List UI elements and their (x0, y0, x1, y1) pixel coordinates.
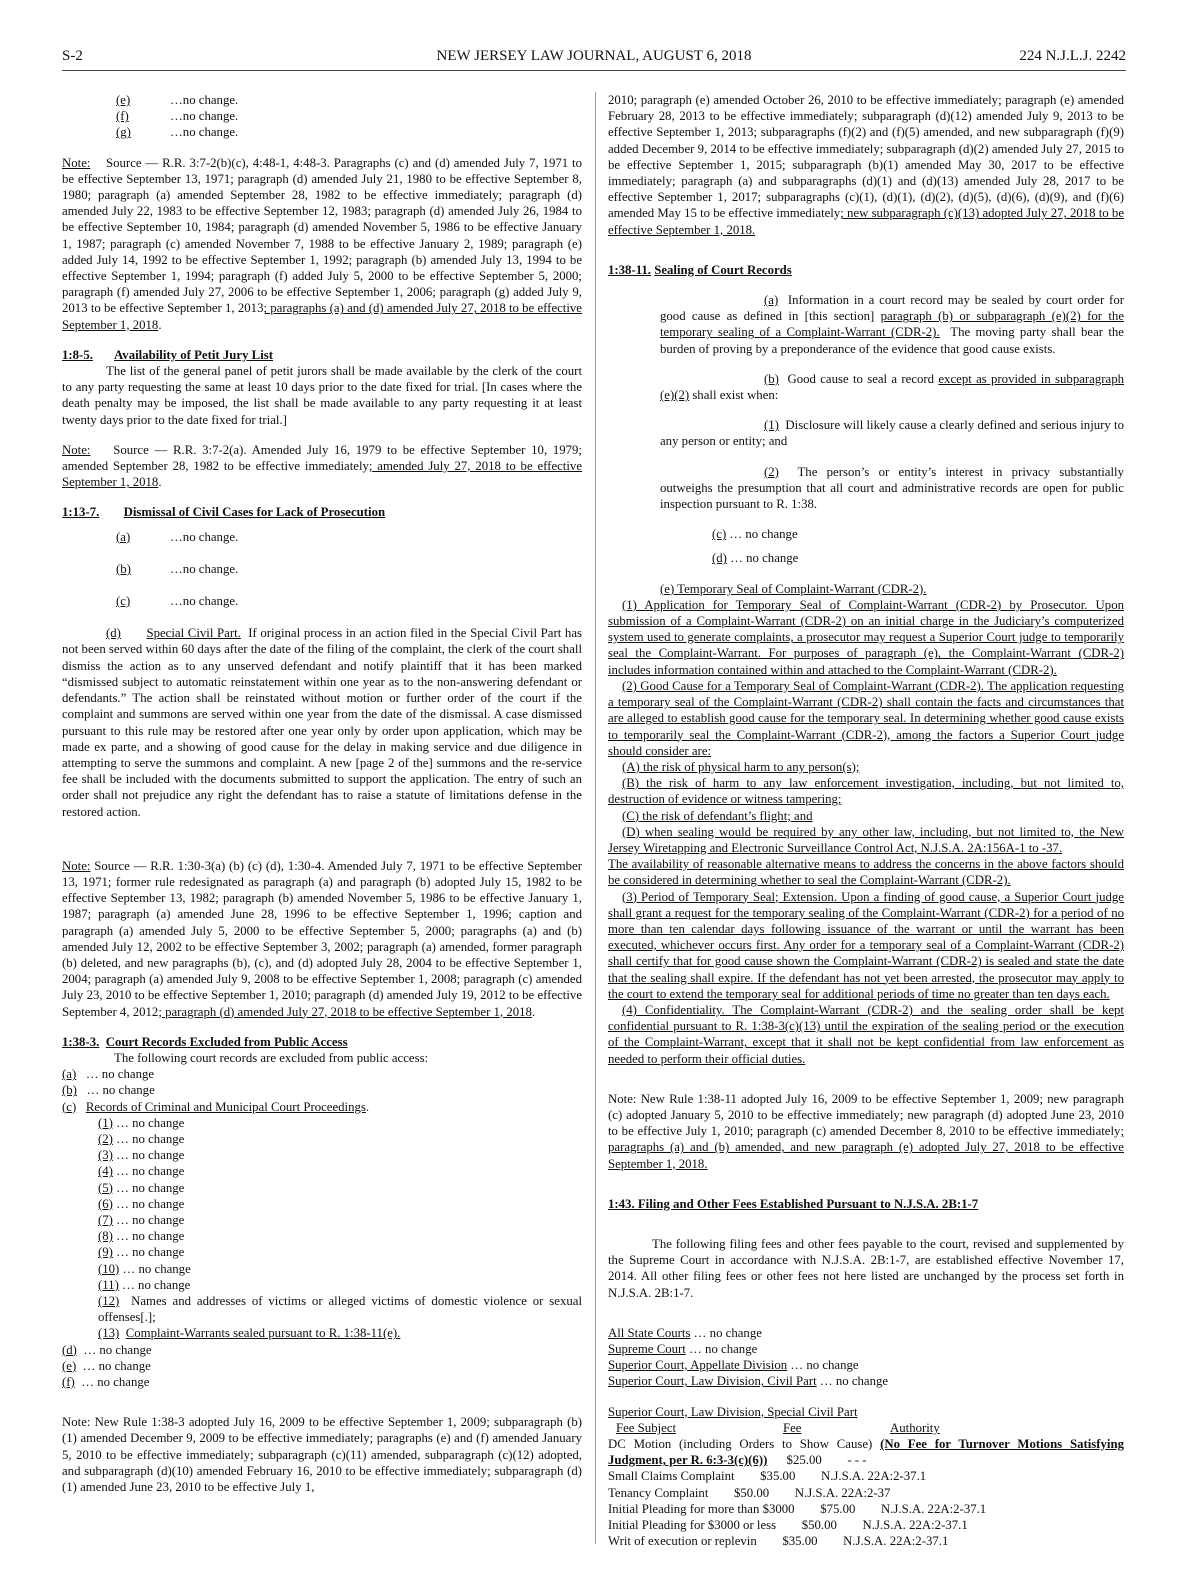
rule-1-43-body: The following filing fees and other fees payable to the court, revised and supplemented by the Supreme Court in accordance with N.J.S.A. 2B:1-7, are established effective November 17, 2014. All other filing fees or other fees not here listed are unchanged by the process set forth in N.J.S.A. 2B:1-7. (608, 1236, 1124, 1300)
list-item-text: …no change. (170, 109, 239, 124)
rule-1-38-11-b-2: (2) The person’s or entity’s interest in privacy substantially outweighs the presumption that all court and administrative records are open for public inspection pursuant to R. 1:38. (660, 464, 1124, 512)
fee-subject: Tenancy Complaint (608, 1485, 709, 1500)
list-item-label: (b) (116, 561, 131, 576)
rule-1-38-11-d: (d) … no change (712, 551, 799, 566)
fee-row (608, 1533, 1124, 1549)
court-status: … no change (819, 1374, 889, 1389)
list-item-label: (4) (98, 1164, 113, 1179)
rule-1-38-11-e-heading: (e) Temporary Seal of Complaint-Warrant (CDR-2). (660, 581, 927, 596)
list-item-text: …no change. (170, 529, 239, 544)
page-number: S-2 (62, 48, 83, 64)
rule-1-43-heading: 1:43. Filing and Other Fees Established Pursuant to N.J.S.A. 2B:1-7 (608, 1196, 979, 1211)
list-item (62, 1358, 582, 1374)
list-item-text: … no change (116, 1164, 185, 1179)
citation: 224 N.J.L.J. 2242 (1019, 48, 1126, 64)
fee-amount: $35.00 (760, 1469, 796, 1484)
fee-row (608, 1517, 1124, 1533)
list-item (62, 1147, 582, 1163)
list-item-label: (f) (62, 1375, 75, 1390)
fee-authority: N.J.S.A. 22A:2-37.1 (880, 1501, 987, 1516)
list-item (62, 1131, 582, 1147)
list-item (62, 108, 582, 124)
rule-1-38-11-a: (a) Information in a court record may be sealed by court order for good cause as defined in [this section] paragraph (b) or subparagraph (e)(2) for the temporary sealing of a Complaint-Warrant (CDR-2). The moving party shall bear the burden of proving by a preponderance of the evidence that good cause exists. (660, 293, 1125, 356)
right-column (608, 92, 1124, 1549)
court-status: … no change (689, 1342, 758, 1356)
list-item (62, 1163, 582, 1179)
court-item (608, 1357, 1124, 1373)
rule-1-38-3-heading: 1:38-3. Court Records Excluded from Public Access (62, 1034, 348, 1049)
list-item (62, 1212, 582, 1228)
court-item (608, 1325, 1124, 1341)
rule-1-38-3-b: (b) … no change (62, 1083, 155, 1098)
rule-1-38-11-e-2-e: The availability of reasonable alternative means to address the concerns in the above factors should be considered in determining whether to seal the Complaint-Warrant (CDR-2). (608, 857, 1124, 888)
list-item (62, 1115, 582, 1131)
list-item-text: … no change (122, 1277, 191, 1292)
top-items (62, 92, 582, 141)
rule-1-13-7-heading: 1:13-7. Dismissal of Civil Cases for Lack of Prosecution (62, 505, 386, 520)
list-item-text: … no change (81, 1375, 150, 1390)
list-item-label: (7) (98, 1212, 113, 1227)
rule-1-38-11-e-2-c: (C) the risk of defendant’s flight; and (622, 808, 813, 823)
fee-authority: N.J.S.A. 22A:2-37.1 (820, 1469, 927, 1484)
list-item-label: (a) (116, 529, 131, 544)
list-item-label: (3) (98, 1148, 113, 1163)
fee-table-header (608, 1420, 1124, 1436)
list-item-text: … no change (116, 1229, 185, 1244)
list-item (62, 1244, 582, 1260)
fee-rows (608, 1468, 1124, 1549)
rule-1-38-3-c: (c) Records of Criminal and Municipal Court Proceedings. (62, 1099, 370, 1114)
rule-1-38-11-b: (b) Good cause to seal a record except as provided in subparagraph (e)(2) shall exist when: (660, 371, 1124, 403)
list-item-text: …no change. (170, 93, 239, 107)
rule-1-38-11-e-3: (3) Period of Temporary Seal; Extension. Upon a finding of good cause, a Superior Court judge shall grant a request for the temporary sealing of the Complaint-Warrant (CDR-2) for a period of no more than ten calendar days following issuance of the warrant or until the warrant has been executed, whichever occurs first. Any order for a temporary seal of a Complaint-Warrant (CDR-2) shall certify that for good cause shown the Complaint-Warrant (CDR-2) is sealed and state the date that the sealing shall expire. If the defendant has not yet been arrested, the prosecutor may apply to the court to extend the temporary seal for additional periods of time no greater than ten days each. (608, 889, 1124, 1001)
fee-amount: $50.00 (801, 1518, 837, 1533)
court-name: All State Courts (608, 1325, 691, 1340)
fee-authority: N.J.S.A. 22A:2-37 (794, 1485, 891, 1500)
rule-1-38-11-e-1: (1) Application for Temporary Seal of Complaint-Warrant (CDR-2) by Prosecutor. Upon submission of a Complaint-Warrant (CDR-2) on an initial charge in the Judiciary’s computerized system used to generate complaints, a prosecutor may request a Superior Court judge to temporarily seal the Complaint-Warrant. For purposes of paragraph (e), the Complaint-Warrant (CDR-2) includes information contained within and attached to the Complaint-Warrant (CDR-2). (608, 597, 1124, 677)
list-item-text: …no change. (170, 594, 239, 609)
court-name: Supreme Court (608, 1342, 686, 1356)
list-item-text: … no change (122, 1261, 191, 1276)
fee-row (608, 1485, 1124, 1501)
list-item-label: (1) (98, 1115, 113, 1130)
list-item-text: … no change (116, 1180, 185, 1195)
rule-1-38-3-c-13: (13) Complaint-Warrants sealed pursuant to R. 1:38-11(e). (98, 1326, 401, 1341)
fee-row (608, 1501, 1124, 1517)
list-item (62, 561, 582, 577)
list-item-label: (d) (62, 1342, 77, 1357)
court-name: Superior Court, Appellate Division (608, 1358, 788, 1373)
rule-1-8-5-body: The list of the general panel of petit jurors shall be made available by the clerk of the court to any party requesting the same at least 10 days prior to the date fixed for trial. [In cases where the death penalty may be imposed, the list shall be made available to any party requesting it at least twenty days prior to the date fixed for trial.] (62, 364, 582, 427)
list-item-label: (g) (116, 125, 131, 140)
fee-subject: Initial Pleading for $3000 or less (608, 1518, 777, 1533)
authority-header: Authority (890, 1420, 940, 1435)
rule-1-13-7-items (62, 529, 582, 610)
fee-subject: Writ of execution or replevin (608, 1534, 757, 1549)
list-item-label: (f) (116, 109, 129, 124)
page-header (62, 46, 1126, 71)
list-item-text: … no change (116, 1196, 185, 1211)
rule-1-38-11-e-2: (2) Good Cause for a Temporary Seal of Complaint-Warrant (CDR-2). The application requesting a temporary seal of the Complaint-Warrant (CDR-2) shall contain the facts and circumstances that are alleged to establish good cause for the temporary seal. In determining whether good cause exists to temporarily seal the Complaint-Warrant (CDR-2), among the factors a Superior Court judge should consider are: (608, 678, 1124, 758)
list-item-text: … no change (116, 1115, 185, 1130)
rule-1-38-11-b-1: (1) Disclosure will likely cause a clearly defined and serious injury to any person or entity; and (660, 418, 1124, 449)
rule-1-38-11-e-2-a: (A) the risk of physical harm to any person(s); (622, 759, 860, 774)
list-item-label: (5) (98, 1180, 113, 1195)
fee-amount: $35.00 (782, 1534, 818, 1549)
court-item (608, 1341, 1124, 1357)
fee-subject-header: Fee Subject (616, 1420, 677, 1435)
list-item-label: (e) (116, 93, 131, 107)
list-item (62, 593, 582, 609)
list-item (62, 1342, 582, 1358)
list-item-label: (2) (98, 1131, 113, 1146)
court-status: … no change (790, 1358, 859, 1373)
list-item (62, 529, 582, 545)
note-4-continued: 2010; paragraph (e) amended October 26, 2010 to be effective immediately; paragraph (e) amended February 28, 2013 to be effective immediately; subparagraph (d)(12) amended July 9, 2013 to be effective September 1, 2013; subparagraphs (f)(2) and (f)(5) amended, and new subparagraph (f)(9) added December 9, 2014 to be effective immediately; subparagraph (d)(2) amended July 27, 2015 to be effective September 1, 2015; subparagraph (b)(1) amended May 30, 2017 to be effective immediately; paragraph (a) and subparagraphs (d)(1) and (d)(13) amended July 28, 2017 to be effective September 1, 2017; subparagraphs (c)(1), (d)(1), (d)(2), (d)(5), (d)(6), (d)(9), and (f)(6) amended May 15 to be effective immediately; new subparagraph (c)(13) adopted July 27, 2018 to be effective September 1, 2018. (608, 93, 1125, 237)
list-item-label: (e) (62, 1358, 77, 1373)
courts-list (608, 1325, 1124, 1390)
list-item-label: (11) (98, 1277, 119, 1292)
rule-1-38-3-c-12: (12) Names and addresses of victims or alleged victims of domestic violence or sexual offenses[.]; (98, 1294, 582, 1325)
list-item (62, 1374, 582, 1390)
rule-1-38-11-e-2-d: (D) when sealing would be required by any other law, including, but not limited to, the New Jersey Wiretapping and Electronic Surveillance Control Act, N.J.S.A. 2A:156A-1 to -37. (608, 824, 1124, 855)
list-item-label: (10) (98, 1261, 120, 1276)
list-item (62, 92, 582, 108)
rule-1-38-11-heading: 1:38-11. Sealing of Court Records (608, 262, 792, 277)
left-column (62, 92, 582, 1495)
fee-row (608, 1468, 1124, 1484)
fee-authority: N.J.S.A. 22A:2-37.1 (862, 1518, 968, 1533)
fee-subject: Initial Pleading for more than $3000 (608, 1501, 795, 1516)
list-item-label: (c) (116, 594, 131, 609)
note-3: Note: Source — R.R. 1:30-3(a) (b) (c) (d), 1:30-4. Amended July 7, 1971 to be effective September 13, 1971; former rule redesignated as paragraph (a) and paragraph (b) adopted July 15, 1982 to be effective September 13, 1982; paragraph (b) amended November 5, 1986 to be effective January 1, 1987; paragraph (a) amended June 28, 1996 to be effective September 1, 1996; caption and paragraph (a) amended July 5, 2000 to be effective September 5, 2000; paragraphs (a) and (b) amended July 12, 2002 to be effective September 3, 2002; paragraph (a) amended, former paragraph (b) deleted, and new paragraphs (b), (c), and (d) adopted July 28, 2004 to be effective September 1, 2004; paragraph (a) amended July 9, 2008 to be effective September 1, 2008; paragraph (c) amended July 23, 2010 to be effective September 1, 2010; paragraph (d) amended July 19, 2012 to be effective September 4, 2012; paragraph (d) amended July 27, 2018 to be effective September 1, 2018. (62, 858, 582, 1019)
publication-title: NEW JERSEY LAW JOURNAL, AUGUST 6, 2018 (436, 48, 752, 64)
list-item (62, 1180, 582, 1196)
list-item-text: … no change (82, 1358, 151, 1373)
court-status: … no change (693, 1325, 762, 1340)
fee-subject: Small Claims Complaint (608, 1469, 735, 1484)
list-item (62, 1196, 582, 1212)
list-item-label: (8) (98, 1229, 113, 1244)
list-item-text: …no change. (170, 561, 239, 576)
rule-1-38-3-a: (a) … no change (62, 1067, 155, 1082)
list-item-text: … no change (116, 1148, 185, 1163)
note-1: Note: Source — R.R. 3:7-2(b)(c), 4:48-1, 4:48-3. Paragraphs (c) and (d) amended July 7, 1971 to be effective September 13, 1971; paragraph (d) amended July 21, 1980 to be effective September 8, 1980; paragraph (a) amended September 28, 1982 to be effective immediately; paragraph (d) amended July 22, 1983 to be effective September 12, 1983; paragraph (d) amended July 26, 1984 to be effective September 10, 1984; paragraph (d) amended November 5, 1986 to be effective January 1, 1987; paragraph (c) amended November 7, 1988 to be effective January 2, 1989; paragraph (e) added July 14, 1992 to be effective September 1, 1992; paragraph (b) amended July 13, 1994 to be effective September 1, 1994; paragraph (f) added July 5, 2000 to be effective September 5, 2000; paragraph (f) amended July 27, 2006 to be effective September 1, 2006; paragraph (g) added July 9, 2013 to be effective September 1, 2013; paragraphs (a) and (d) amended July 27, 2018 to be effective September 1, 2018. (62, 155, 582, 332)
fee-amount: $75.00 (820, 1501, 856, 1516)
fee-header: Fee (783, 1420, 802, 1435)
dc-motion-row: DC Motion (including Orders to Show Cause) (No Fee for Turnover Motions Satisfying Judgment, per R. 6:3-3(c)(6)) $25.00 - - - (608, 1437, 1124, 1468)
list-item (62, 1228, 582, 1244)
list-item (62, 1277, 582, 1293)
list-item-text: … no change (116, 1212, 185, 1227)
special-civil-part-title: Superior Court, Law Division, Special Civil Part (608, 1404, 858, 1419)
list-item-label: (6) (98, 1196, 113, 1211)
note-5: Note: New Rule 1:38-11 adopted July 16, 2009 to be effective September 1, 2009; new paragraph (c) adopted January 5, 2010 to be effective immediately; new paragraph (d) adopted June 23, 2010 to be effective July 1, 2010; paragraph (c) amended December 8, 2010 to be effective immediately; paragraphs (a) and (b) amended, and new paragraph (e) adopted July 27, 2018 to be effective September 1, 2018. (608, 1091, 1124, 1171)
list-item-text: …no change. (170, 125, 239, 140)
court-name: Superior Court, Law Division, Civil Part (608, 1374, 817, 1389)
fee-authority: N.J.S.A. 22A:2-37.1 (843, 1534, 949, 1549)
list-item-text: … no change (116, 1245, 185, 1260)
court-item (608, 1373, 1124, 1389)
note-2: Note: Source — R.R. 3:7-2(a). Amended July 16, 1979 to be effective September 10, 1979; amended September 28, 1982 to be effective immediately; amended July 27, 2018 to be effective September 1, 2018. (62, 442, 582, 490)
list-item-label: (9) (98, 1245, 113, 1260)
rule-1-13-7-d: (d) Special Civil Part. If original process in an action filed in the Special Civil Part has not been served within 60 days after the date of the filing of the complaint, the clerk of the court shall dismiss the action as to any unserved defendant and notify plaintiff that it has been marked “dismissed subject to automatic reinstatement within one year as to the non-answering defendant or defendants.” The action shall be reinstated without motion or further order of the court if the complaint and summons are served within one year from the date of the dismissal. A case dismissed pursuant to this rule may be restored after one year only by order upon application, which may be made ex parte, and a showing of good cause for the delay in making service and due diligence in attempting to serve the summons and complaint. A new [page 2 of the] summons and the re-service fee shall be included with the documents submitted to support the application. The entry of such an order shall not prejudice any right the defendant has to raise a statute of limitations defense in the restored action. (62, 626, 582, 819)
rule-1-38-3-intro: The following court records are excluded from public access: (114, 1050, 429, 1065)
rule-1-38-11-c: (c) … no change (712, 527, 798, 542)
fee-amount: $50.00 (733, 1485, 770, 1500)
column-divider (595, 92, 596, 1544)
rule-1-38-11-e-2-b: (B) the risk of harm to any law enforcement investigation, including, but not limited to, destruction of evidence or witness tampering; (608, 776, 1124, 807)
list-item-text: … no change (116, 1131, 185, 1146)
rule-1-38-11-e-4: (4) Confidentiality. The Complaint-Warrant (CDR-2) and the sealing order shall be kept confidential pursuant to R. 1:38-3(c)(13) until the expiration of the sealing period or the execution of the Complaint-Warrant, except that it shall not be kept confidential from law enforcement as needed to perform their official duties. (608, 1002, 1124, 1066)
rule-1-38-3-c-items (62, 1115, 582, 1293)
rule-1-38-3-tail-items (62, 1342, 582, 1391)
list-item-text: … no change (83, 1342, 152, 1357)
note-4: Note: New Rule 1:38-3 adopted July 16, 2009 to be effective September 1, 2009; subparagraph (b)(1) amended December 9, 2009 to be effective immediately; paragraphs (e) and (f) amended January 5, 2010 to be effective immediately; subparagraph (c)(11) amended, subparagraph (c)(12) adopted, and subparagraph (d)(10) amended February 16, 2010 to be effective immediately; subparagraph (d)(1) amended June 23, 2010 to be effective July 1, (62, 1415, 582, 1495)
rule-1-8-5-heading: 1:8-5. Availability of Petit Jury List (62, 347, 273, 362)
list-item (62, 124, 582, 140)
list-item (62, 1261, 582, 1277)
